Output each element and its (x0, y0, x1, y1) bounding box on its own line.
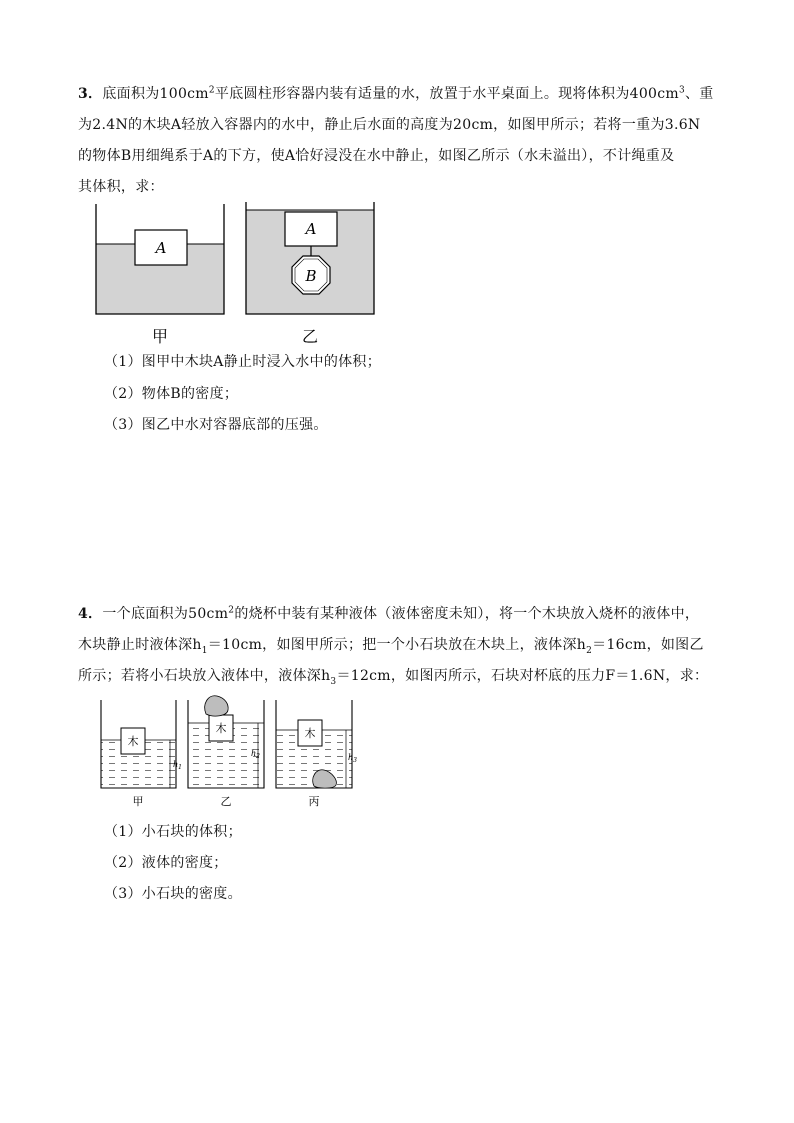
text-segment: 的烧杯中装有某种液体（液体密度未知），将一个木块放入烧杯的液体中， (234, 606, 700, 622)
text-segment: 底面积为100cm (102, 86, 209, 102)
q4-beaker-jia (101, 700, 182, 788)
text-segment: ＝16cm，如图乙 (592, 637, 704, 653)
q3-label-a-yi: A (305, 220, 317, 238)
q4-wood-label-bing: 木 (304, 727, 316, 740)
q3-figure (88, 196, 388, 352)
q3-line-3 (78, 145, 674, 165)
superscript: 3 (678, 85, 685, 96)
text-segment: 其体积，求： (78, 179, 164, 195)
q3-sub-2: （2）物体B的密度； (104, 386, 239, 402)
q4-line-text (102, 606, 699, 622)
q4-caption-jia: 甲 (132, 795, 144, 808)
q3-sub-3: （3）图乙中水对容器底部的压强。 (104, 417, 328, 433)
q3-caption-yi: 乙 (301, 327, 319, 346)
q3-label-b: B (305, 267, 317, 285)
q4-line-3 (78, 665, 708, 687)
text-segment: 、重 (685, 86, 714, 102)
q4-beaker-yi (188, 696, 264, 788)
q4-wood-label-yi: 木 (215, 722, 227, 735)
q3-line-text (78, 179, 164, 195)
text-segment: 平底圆柱形容器内装有适量的水，放置于水平桌面上。现将体积为400cm (214, 86, 679, 102)
q3-line-text (102, 86, 713, 102)
text-segment: 为2.4N的木块A轻放入容器内的水中，静止后水面的高度为20cm，如图甲所示；若将一重为3.6N (78, 117, 701, 133)
q4-sub-1: （1）小石块的体积； (104, 824, 242, 840)
q4-number: 4． (78, 606, 103, 622)
q3-line-2 (78, 114, 700, 134)
q3-label-a-jia: A (155, 239, 167, 257)
text-segment: 一个底面积为50cm (102, 606, 229, 622)
q4-figure (96, 690, 366, 810)
q3-line-text (78, 148, 674, 164)
q4-stone-yi (205, 696, 228, 716)
q4-caption-yi: 乙 (220, 795, 232, 808)
text-segment: 木块静止时液体深h (78, 637, 202, 653)
text-segment: ＝10cm，如图甲所示；把一个小石块放在木块上，液体深h (207, 637, 587, 653)
subscript: 2 (586, 645, 593, 656)
q3-line-text (78, 117, 700, 133)
text-segment: 的物体B用细绳系于A的下方，使A恰好浸没在水中静止，如图乙所示（水未溢出），不计绳重及 (78, 148, 675, 164)
q3-container-jia (96, 204, 224, 314)
superscript: 2 (228, 605, 235, 616)
q3-line-1 (78, 83, 714, 103)
text-segment: ＝12cm，如图丙所示，石块对杯底的压力F＝1.6N，求： (336, 668, 709, 684)
q3-container-yi (246, 202, 374, 314)
q4-line-text (78, 637, 704, 656)
q4-line-1 (78, 603, 699, 623)
subscript: 3 (330, 676, 337, 687)
q3-line-4 (78, 176, 164, 196)
q3-sub-1: （1）图甲中木块A静止时浸入水中的体积； (104, 354, 382, 370)
superscript: 2 (208, 85, 215, 96)
q4-h1-label: $h_1$ (173, 760, 182, 771)
q4-caption-bing: 丙 (308, 795, 320, 808)
q3-number: 3． (78, 86, 103, 102)
q4-h3-label: $h_3$ (348, 753, 357, 764)
q4-beaker-bing (276, 700, 357, 788)
q4-sub-3: （3）小石块的密度。 (104, 886, 242, 902)
subscript: 1 (201, 645, 208, 656)
q4-h2-label: $h_2$ (251, 749, 260, 760)
q3-caption-jia: 甲 (151, 327, 169, 346)
text-segment: 所示；若将小石块放入液体中，液体深h (78, 668, 331, 684)
q4-line-text (78, 668, 709, 687)
q4-sub-2: （2）液体的密度； (104, 855, 228, 871)
q4-wood-label-jia: 木 (127, 735, 139, 748)
q4-line-2 (78, 634, 704, 656)
